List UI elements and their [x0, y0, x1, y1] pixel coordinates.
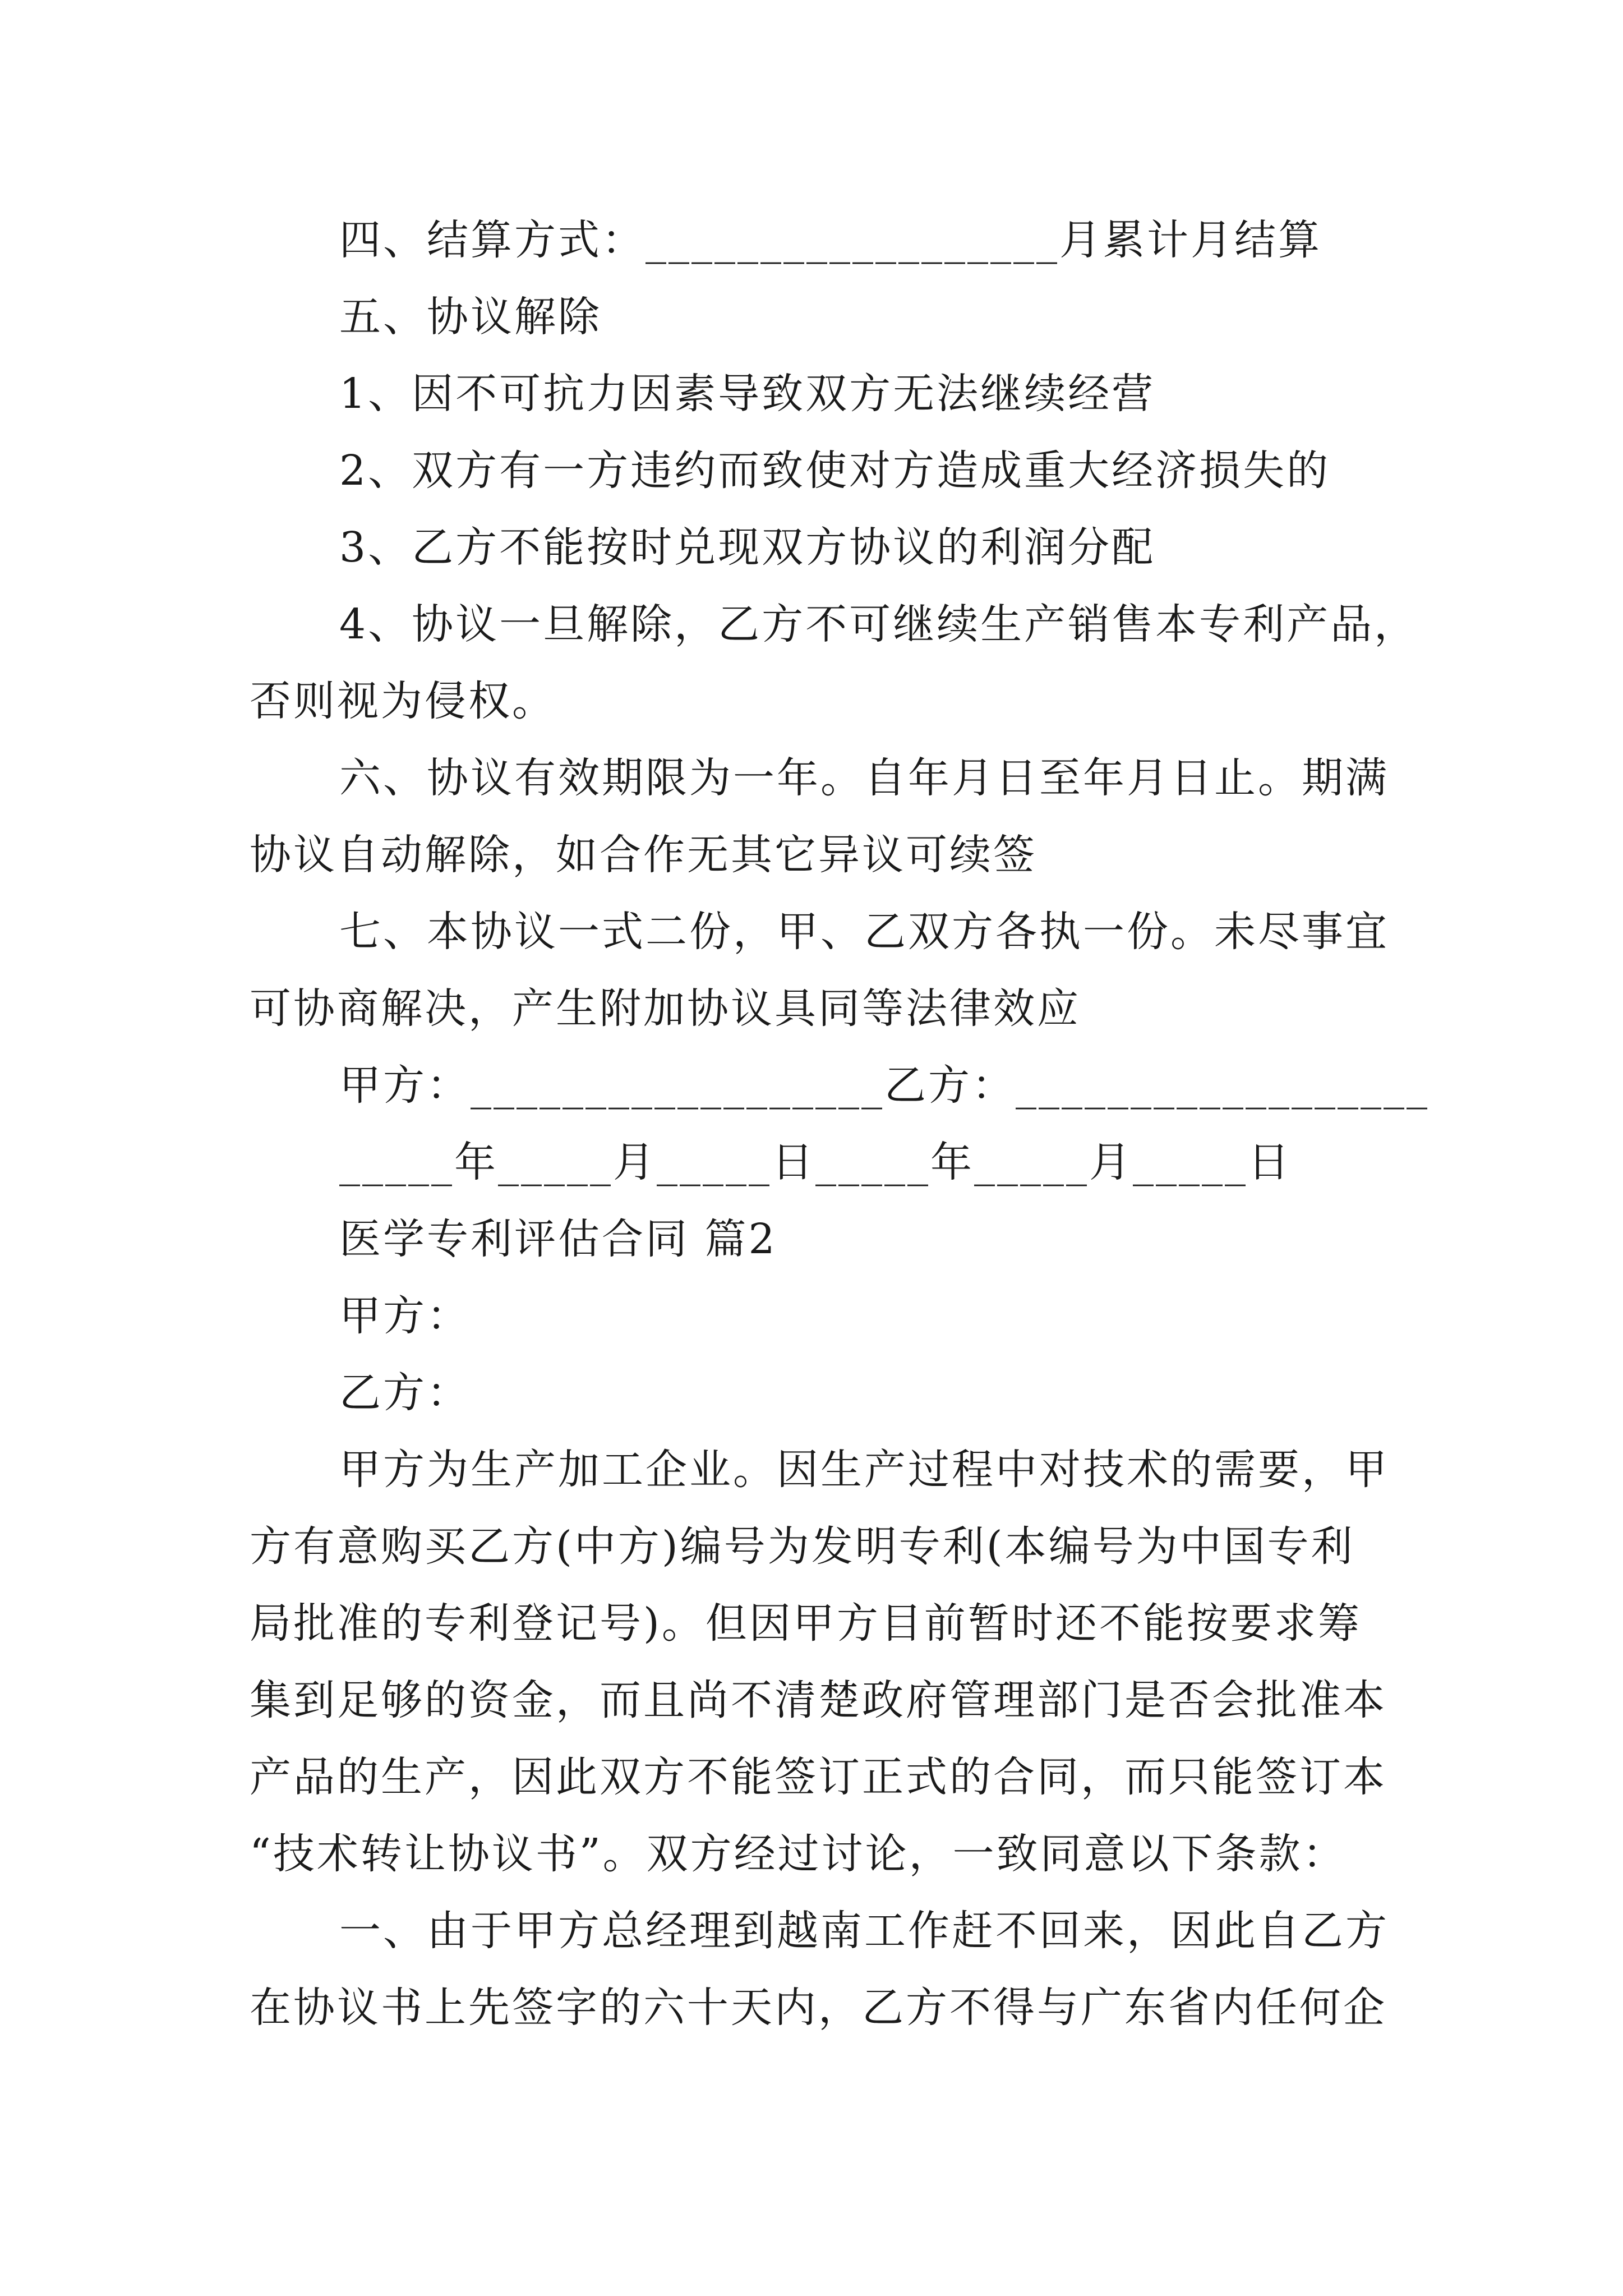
signature-parties: 甲方：__________________乙方：__________________ [339, 1061, 1430, 1110]
clause-5-item-4-cont: 否则视为侵权。 [250, 677, 556, 725]
party-b-label: 乙方： [339, 1369, 471, 1417]
intro-paragraph-line-6: “技术转让协议书”。双方经过讨论，一致同意以下条款： [250, 1830, 1347, 1878]
clause-6-cont: 协议自动解除，如合作无其它异议可续签 [250, 831, 1037, 879]
article-1-line-2: 在协议书上先签字的六十天内，乙方不得与广东省内任何企 [250, 1984, 1387, 2032]
intro-paragraph-line-3: 局批准的专利登记号)。但因甲方目前暂时还不能按要求筹 [250, 1599, 1362, 1648]
article-1-line-1: 一、由于甲方总经理到越南工作赶不回来，因此自乙方 [339, 1907, 1389, 1955]
clause-5-item-2: 2、双方有一方违约而致使对方造成重大经济损失的 [339, 447, 1331, 495]
party-a-label: 甲方： [339, 1292, 471, 1340]
clause-7-cont: 可协商解决，产生附加协议具同等法律效应 [250, 984, 1081, 1033]
intro-paragraph-line-1: 甲方为生产加工企业。因生产过程中对技术的需要，甲 [339, 1446, 1389, 1494]
clause-4-settlement: 四、结算方式：__________________月累计月结算 [339, 216, 1322, 264]
clause-5-item-3: 3、乙方不能按时兑现双方协议的利润分配 [339, 523, 1156, 572]
intro-paragraph-line-5: 产品的生产，因此双方不能签订正式的合同，而只能签订本 [250, 1753, 1387, 1801]
clause-5-item-4: 4、协议一旦解除，乙方不可继续生产销售本专利产品， [339, 600, 1418, 648]
signature-dates: _____年_____月_____日_____年_____月_____日 [339, 1138, 1292, 1186]
intro-paragraph-line-2: 方有意购买乙方(中方)编号为发明专利(本编号为中国专利 [250, 1522, 1355, 1571]
section-title: 医学专利评估合同 篇2 [339, 1215, 777, 1263]
clause-5-item-1: 1、因不可抗力因素导致双方无法继续经营 [339, 370, 1156, 418]
clause-5-heading: 五、协议解除 [339, 293, 602, 341]
clause-7: 七、本协议一式二份，甲、乙双方各执一份。未尽事宜 [339, 908, 1389, 956]
intro-paragraph-line-4: 集到足够的资金，而且尚不清楚政府管理部门是否会批准本 [250, 1676, 1387, 1724]
clause-6: 六、协议有效期限为一年。自年月日至年月日止。期满 [339, 754, 1389, 802]
